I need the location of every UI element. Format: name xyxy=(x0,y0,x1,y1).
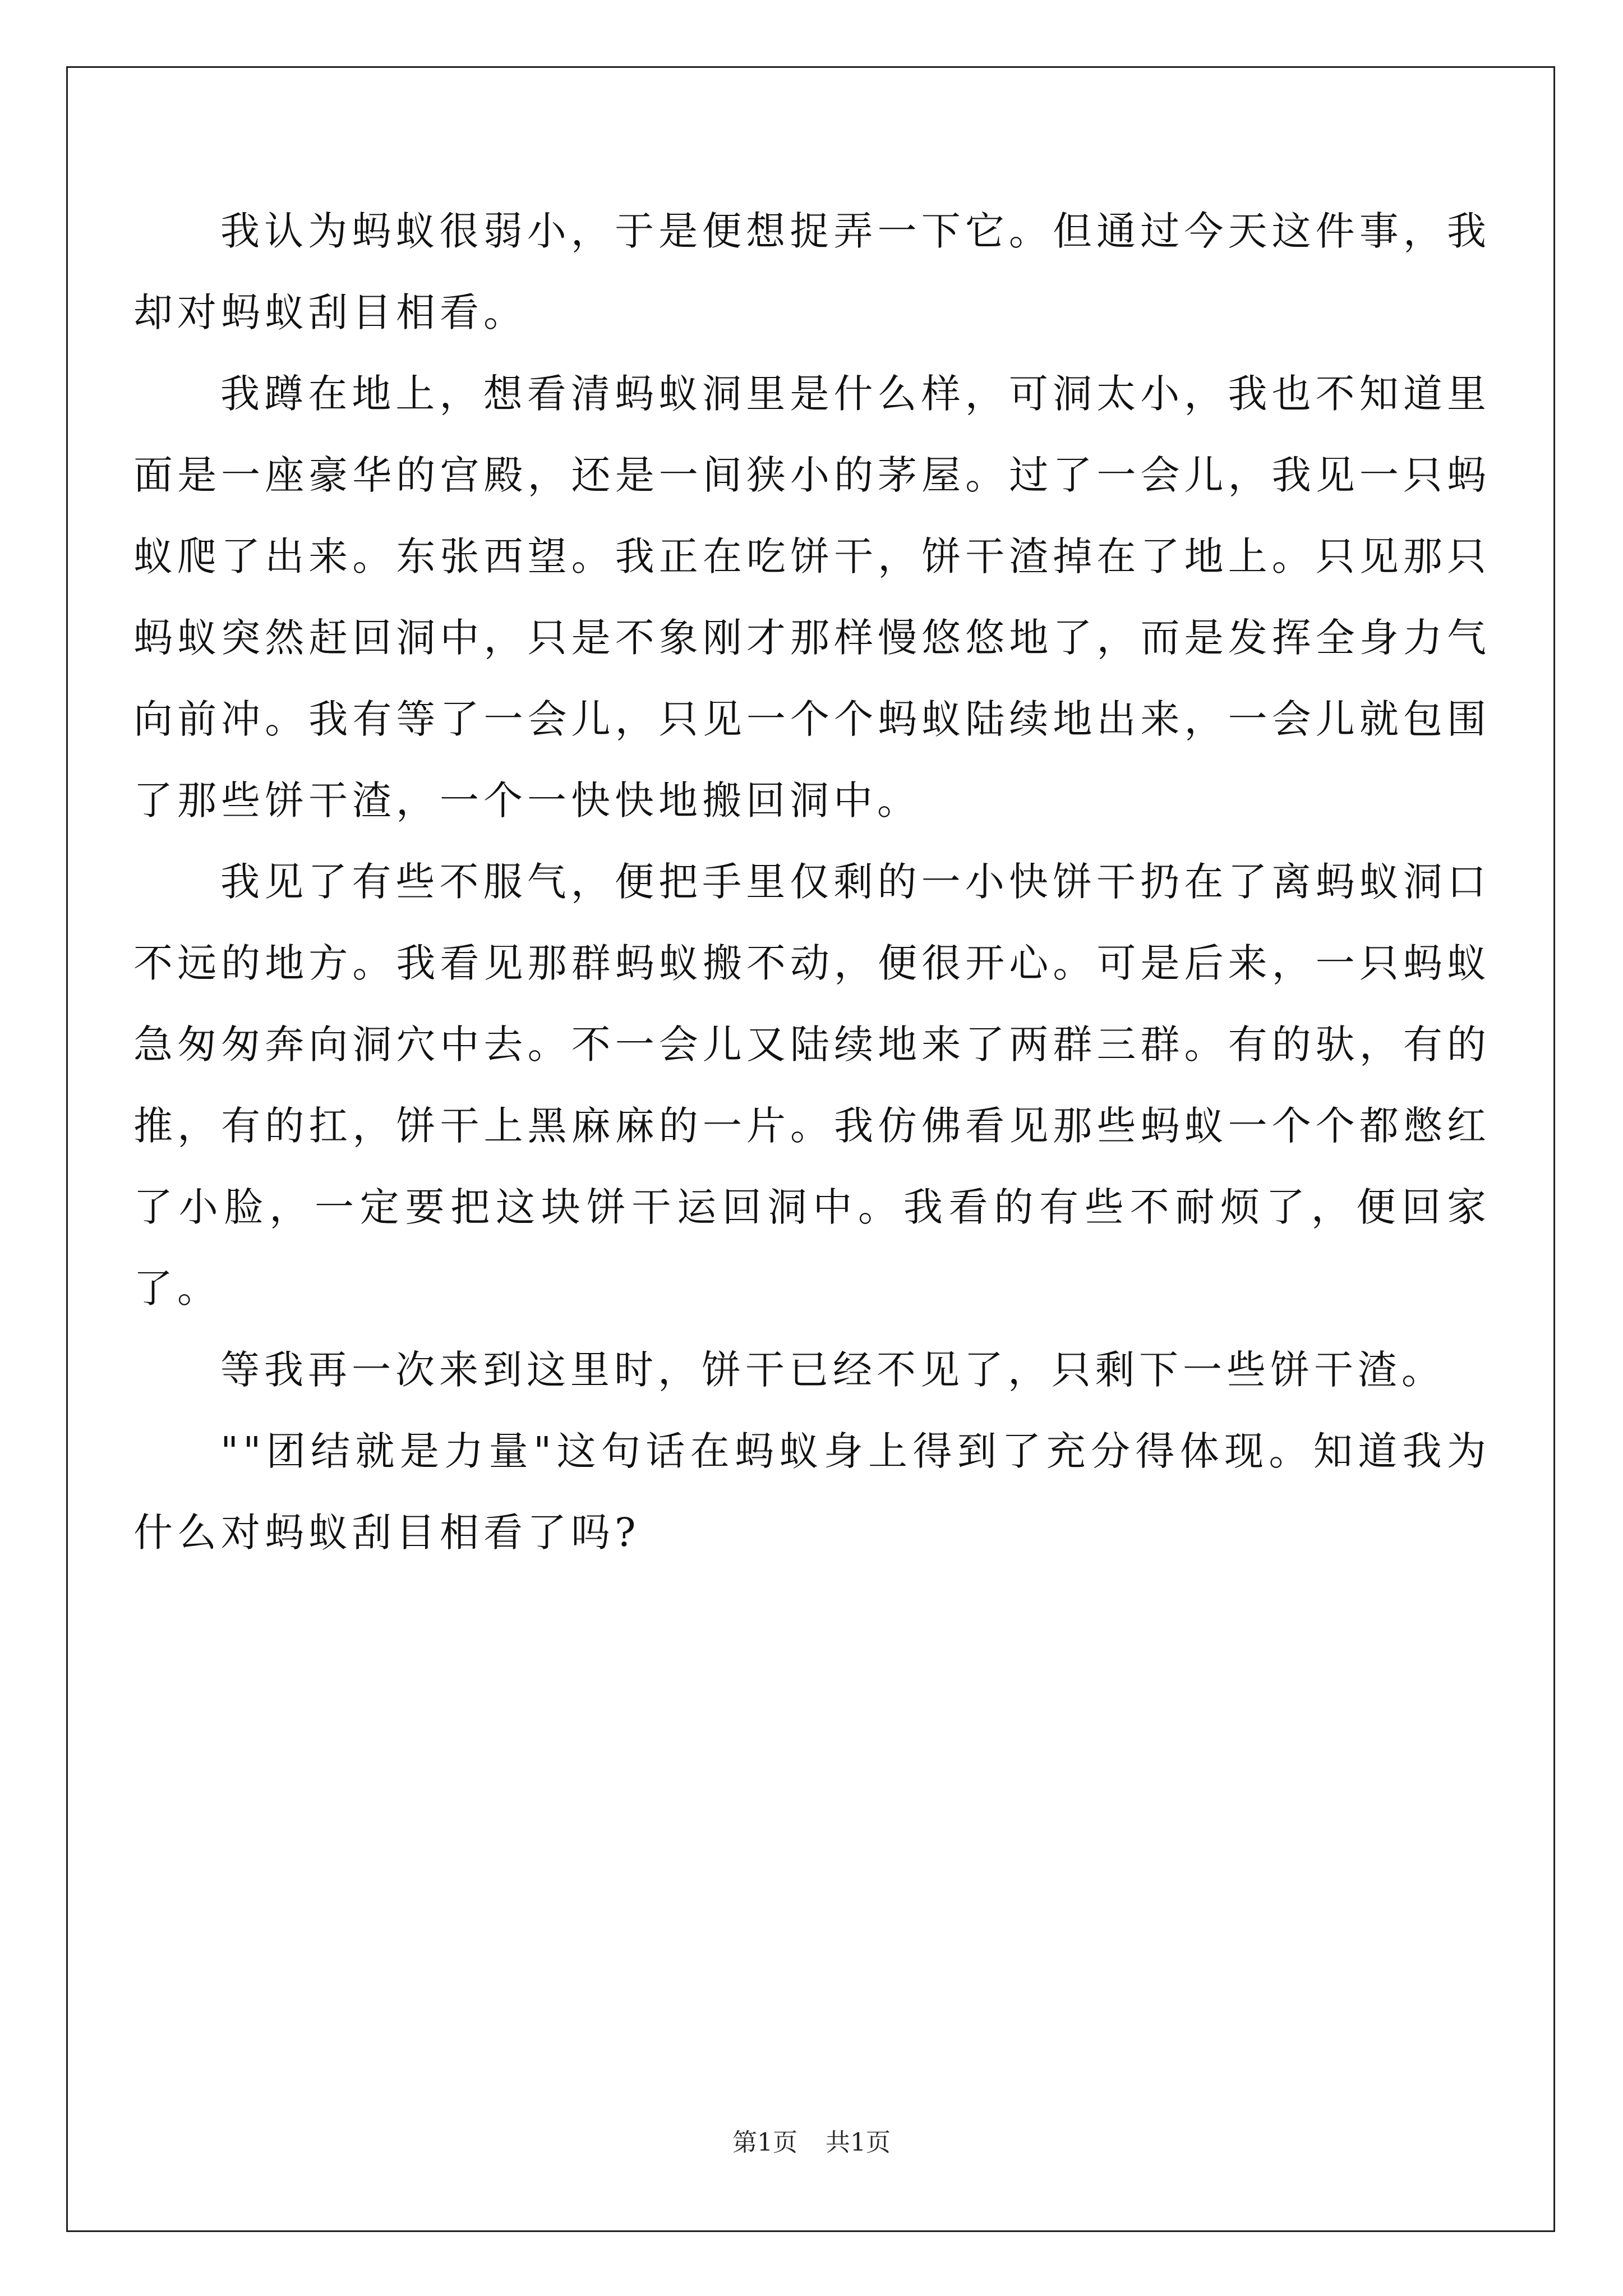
paragraph-3: 我见了有些不服气，便把手里仅剩的一小快饼干扔在了离蚂蚁洞口不远的地方。我看见那群蚂蚁搬不动，便很开心。可是后来，一只蚂蚁急匆匆奔向洞穴中去。不一会儿又陆续地来了两群三群。有的驮，有的推，有的扛，饼干上黑麻麻的一片。我仿佛看见那些蚂蚁一个个都憋红了小脸，一定要把这块饼干运回洞中。我看的有些不耐烦了，便回家了。 xyxy=(133,859,1491,1312)
page-number: 第1页 xyxy=(732,2128,797,2157)
page-total: 共1页 xyxy=(826,2128,891,2157)
page-footer xyxy=(0,2126,1623,2160)
document-body xyxy=(133,191,1491,1573)
paragraph-4: 等我再一次来到这里时，饼干已经不见了，只剩下一些饼干渣。 xyxy=(220,1347,1445,1393)
paragraph-5: ""团结就是力量"这句话在蚂蚁身上得到了充分得体现。知道我为什么对蚂蚁刮目相看了吗? xyxy=(133,1428,1491,1556)
paragraph-2: 我蹲在地上，想看清蚂蚁洞里是什么样，可洞太小，我也不知道里面是一座豪华的宫殿，还是一间狭小的茅屋。过了一会儿，我见一只蚂蚁爬了出来。东张西望。我正在吃饼干，饼干渣掉在了地上。只见那只蚂蚁突然赶回洞中，只是不象刚才那样慢悠悠地了，而是发挥全身力气向前冲。我有等了一会儿，只见一个个蚂蚁陆续地出来，一会儿就包围了那些饼干渣，一个一快快地搬回洞中。 xyxy=(133,371,1491,823)
paragraph-1: 我认为蚂蚁很弱小，于是便想捉弄一下它。但通过今天这件事，我却对蚂蚁刮目相看。 xyxy=(133,208,1491,335)
